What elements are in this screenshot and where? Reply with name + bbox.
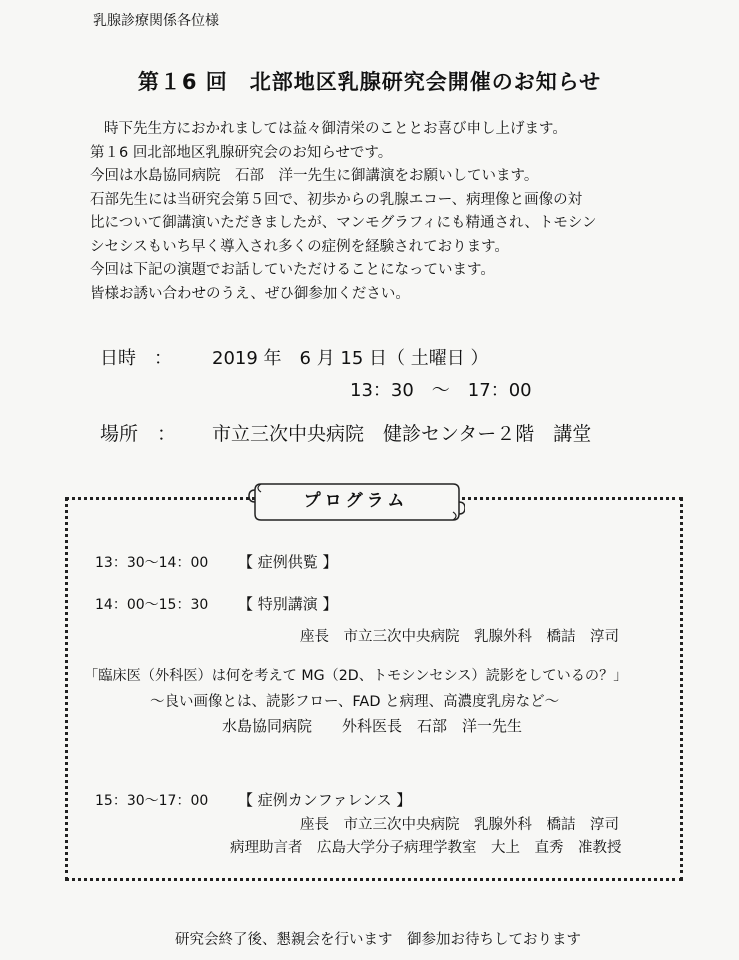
page-title: 第１6 回 北部地区乳腺研究会開催のお知らせ (137, 70, 602, 94)
event-date: 2019 年 6 月 15 日（ 土曜日 ） (212, 348, 489, 369)
lecture-subtitle: ～良い画像とは、読影フロー、FAD と病理、高濃度乳房など～ (150, 694, 560, 710)
footer-note: 研究会終了後、懇親会を行います 御参加お待ちしております (175, 932, 581, 948)
session-title: 【 症例供覧 】 (238, 553, 338, 571)
intro-line: 第１6 回北部地区乳腺研究会のお知らせです。 (90, 144, 393, 161)
venue: 市立三次中央病院 健診センター２階 講堂 (212, 423, 592, 445)
session-time: 14：00～15：30 (95, 597, 209, 613)
pathology-advisor: 病理助言者 広島大学分子病理学教室 大上 直秀 准教授 (230, 840, 622, 856)
session-chair: 座長 市立三次中央病院 乳腺外科 橋詰 淳司 (300, 629, 619, 645)
date-label: 日時 ： (100, 348, 172, 369)
session-title: 【 症例カンファレンス 】 (238, 791, 412, 809)
lecture-speaker: 水島協同病院 外科医長 石部 洋一先生 (222, 717, 523, 735)
addressee: 乳腺診療関係各位様 (93, 13, 219, 29)
intro-line: 石部先生には当研究会第５回で、初歩からの乳腺エコー、病理像と画像の対 (90, 191, 583, 208)
intro-line: シセシスもいち早く導入され多くの症例を経験されております。 (90, 238, 509, 255)
session-time: 15：30～17：00 (95, 793, 209, 809)
program-banner-title: プログラム (303, 491, 409, 511)
intro-line: 比について御講演いただきましたが、マンモグラフィにも精通され、トモシン (90, 215, 597, 231)
intro-text (90, 118, 650, 306)
intro-line: 今回は下記の演題でお話していただけることになっています。 (90, 262, 495, 278)
intro-line: 時下先生方におかれましては益々御清栄のこととお喜び申し上げます。 (104, 121, 567, 137)
session-time: 13：30～14：00 (95, 555, 209, 571)
intro-line: 今回は水島協同病院 石部 洋一先生に御講演をお願いしています。 (90, 168, 539, 184)
lecture-title: 「臨床医（外科医）は何を考えて MG（2D、トモシンセシス）読影をしているの？」 (84, 668, 628, 684)
venue-label: 場所 ： (100, 423, 177, 445)
session-title: 【 特別講演 】 (238, 595, 338, 613)
session-chair: 座長 市立三次中央病院 乳腺外科 橋詰 淳司 (300, 817, 619, 833)
intro-line: 皆様お誘い合わせのうえ、ぜひ御参加ください。 (90, 285, 410, 302)
event-time: 13：30 ～ 17：00 (350, 380, 532, 401)
